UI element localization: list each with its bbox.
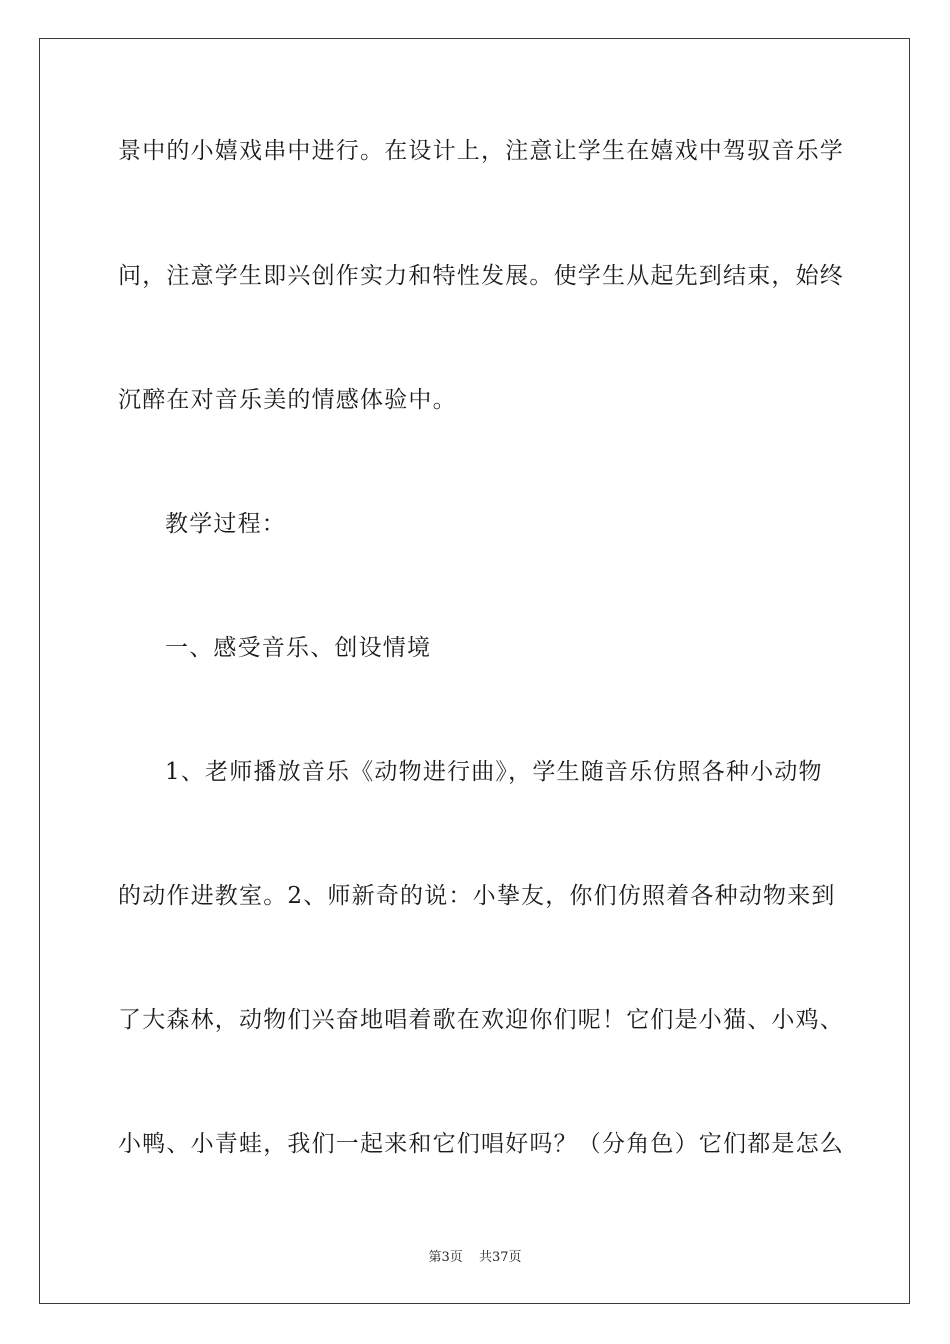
body-text-line-3: 沉醉在对音乐美的情感体验中。 (118, 387, 457, 413)
body-text-line-2: 问，注意学生即兴创作实力和特性发展。使学生从起先到结束，始终 (118, 263, 844, 289)
body-text-line-8: 了大森林，动物们兴奋地唱着歌在欢迎你们呢！它们是小猫、小鸡、 (118, 1007, 844, 1033)
page-border (39, 38, 910, 1304)
body-text-line-1: 景中的小嬉戏串中进行。在设计上，注意让学生在嬉戏中驾驭音乐学 (118, 138, 844, 164)
subsection-heading-1: 一、感受音乐、创设情境 (165, 635, 432, 661)
page-number-total: 共37页 (478, 1250, 522, 1265)
body-text-line-6: 1、老师播放音乐《动物进行曲》，学生随音乐仿照各种小动物 (165, 759, 823, 785)
section-heading-teaching-process: 教学过程： (165, 511, 286, 537)
body-text-line-7: 的动作进教室。2、师新奇的说：小挚友，你们仿照着各种动物来到 (118, 883, 836, 909)
page-number-current: 第3页 (428, 1250, 463, 1265)
page-footer (0, 1246, 950, 1265)
body-text-line-9: 小鸭、小青蛙，我们一起来和它们唱好吗？（分角色）它们都是怎么 (118, 1131, 844, 1157)
